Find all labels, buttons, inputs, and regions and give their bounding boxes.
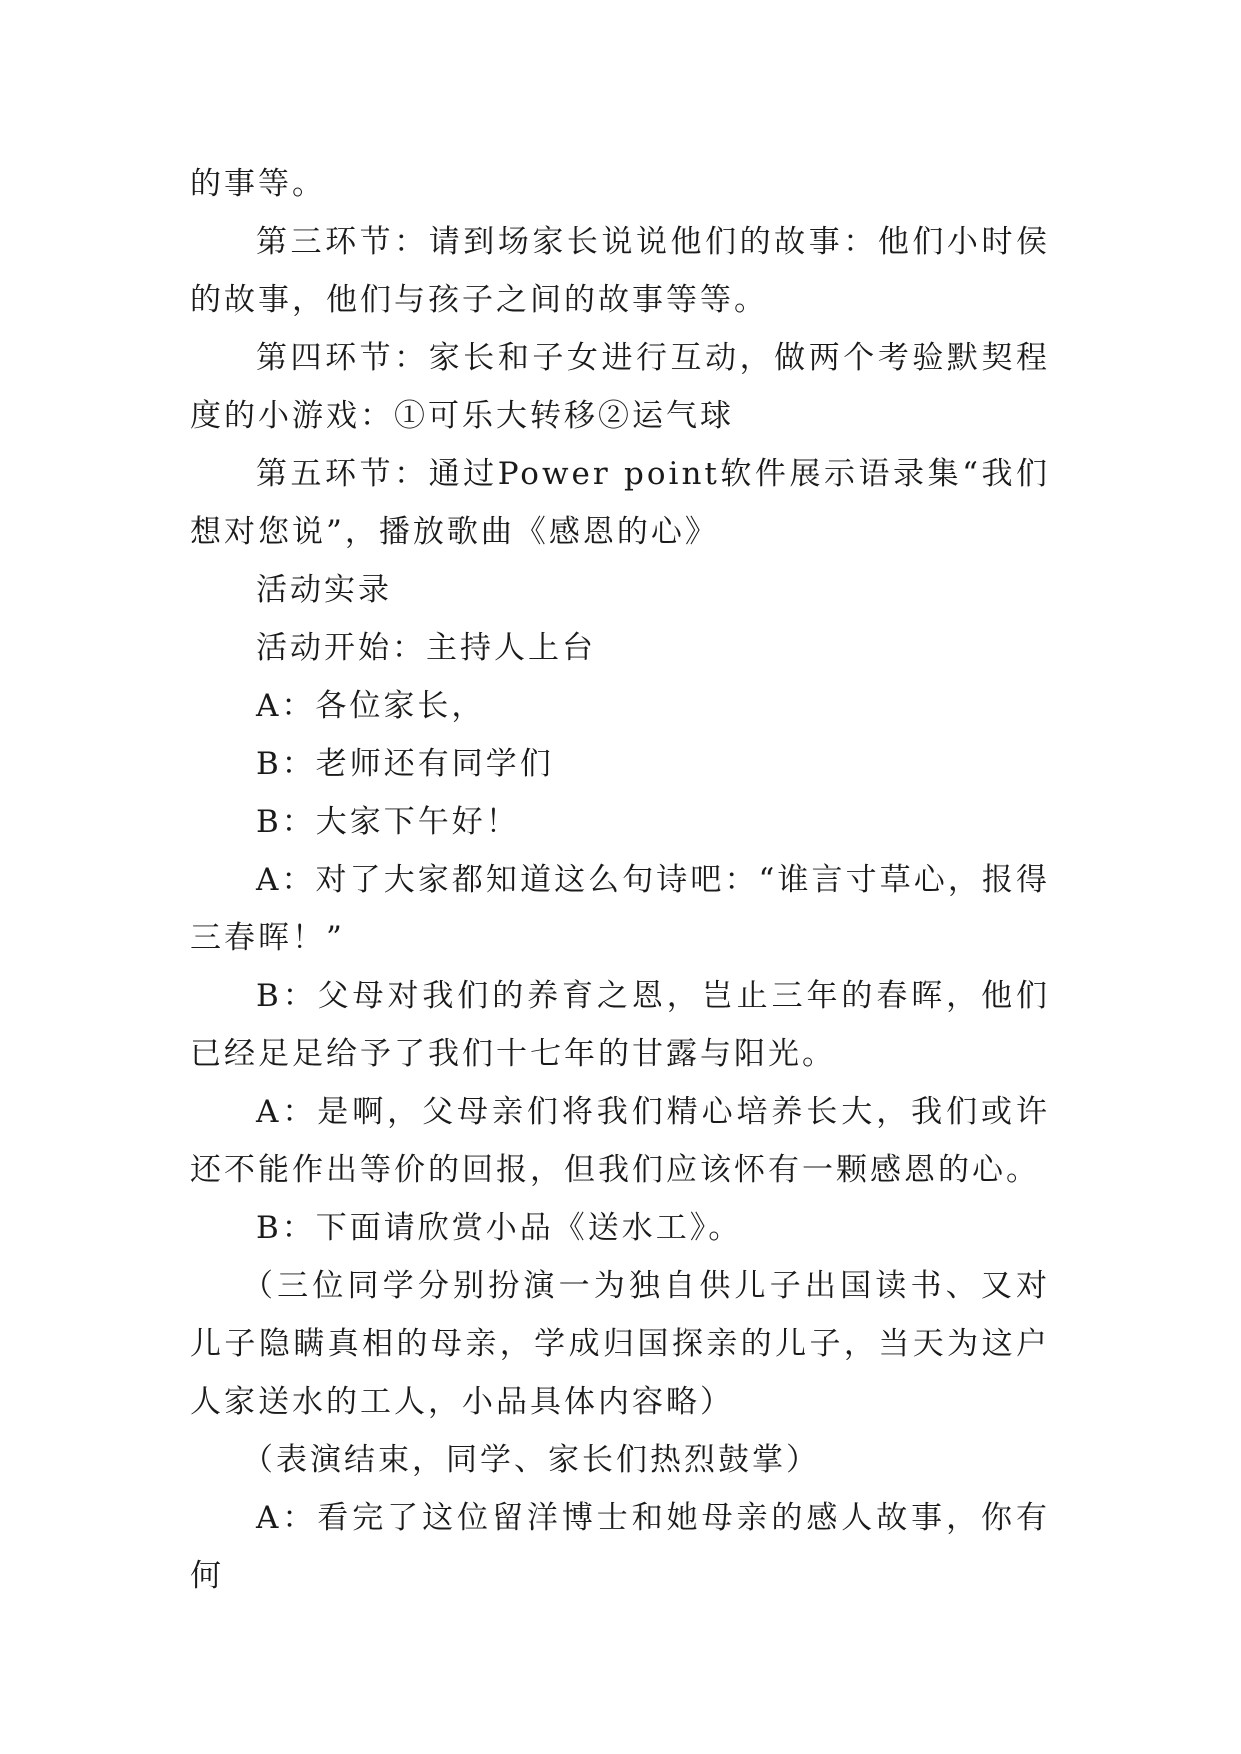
dialogue-line: A：对了大家都知道这么句诗吧：“谁言寸草心，报得三春晖！” [190, 862, 1050, 956]
paragraph-step-five: 第五环节：通过Power point软件展示语录集“我们想对您说”，播放歌曲《感恩的心》 [190, 456, 1050, 550]
paragraph-activity-start: 活动开始：主持人上台 [256, 630, 596, 666]
dialogue-line: A：看完了这位留洋博士和她母亲的感人故事，你有何 [190, 1500, 1050, 1594]
dialogue-line: B：下面请欣赏小品《送水工》。 [256, 1210, 743, 1246]
dialogue-line: B：老师还有同学们 [256, 746, 554, 782]
dialogue-line: B：父母对我们的养育之恩，岂止三年的春晖，他们已经足足给予了我们十七年的甘露与阳光。 [190, 978, 1050, 1072]
dialogue-line: B：大家下午好！ [256, 804, 520, 840]
stage-direction: （三位同学分别扮演一为独自供儿子出国读书、又对儿子隐瞒真相的母亲，学成归国探亲的儿子，当天为这户人家送水的工人，小品具体内容略） [190, 1268, 1050, 1420]
section-heading-activity-record: 活动实录 [256, 572, 392, 608]
paragraph-step-four: 第四环节：家长和子女进行互动，做两个考验默契程度的小游戏：①可乐大转移②运气球 [190, 340, 1050, 434]
dialogue-line: A：是啊，父母亲们将我们精心培养长大，我们或许还不能作出等价的回报，但我们应该怀有一颗感恩的心。 [190, 1094, 1050, 1188]
paragraph-step-three: 第三环节：请到场家长说说他们的故事：他们小时侯的故事，他们与孩子之间的故事等等。 [190, 224, 1050, 318]
paragraph-continuation: 的事等。 [190, 166, 326, 202]
dialogue-line: A：各位家长， [256, 688, 486, 724]
stage-direction: （表演结束，同学、家长们热烈鼓掌） [242, 1442, 820, 1478]
document-body [190, 155, 1050, 1605]
